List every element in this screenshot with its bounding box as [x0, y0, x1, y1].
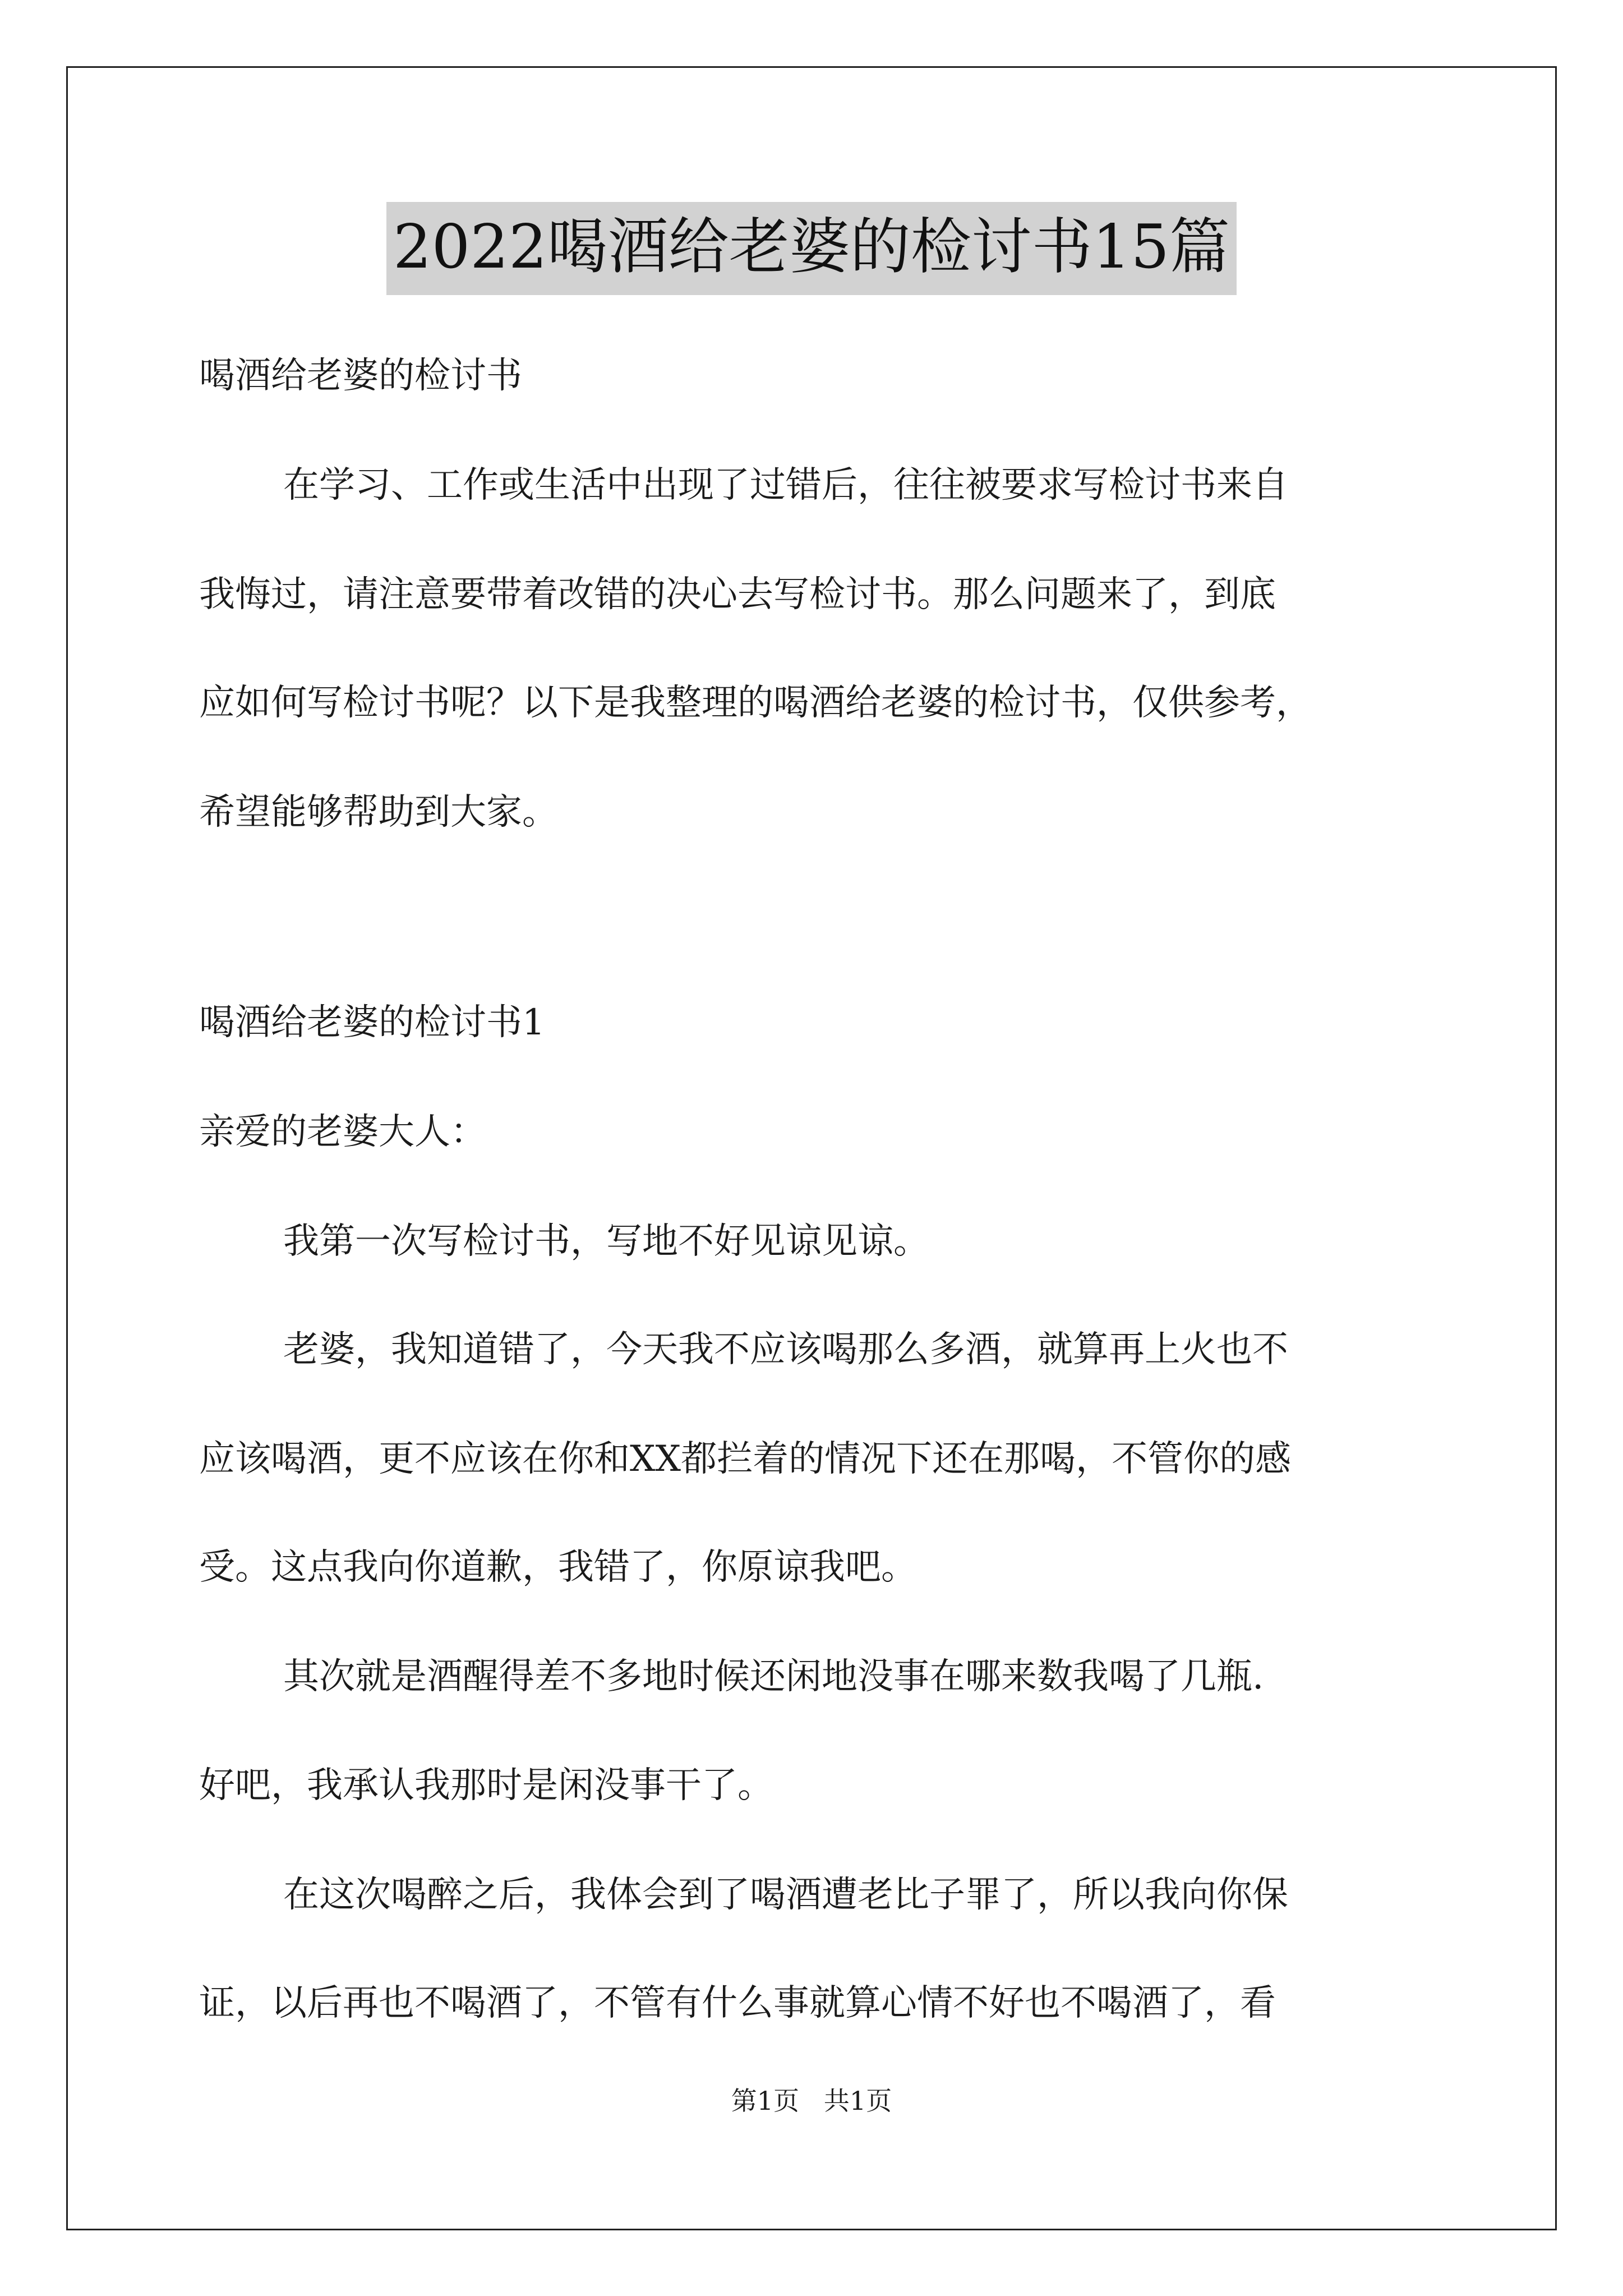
body-paragraph-line: 其次就是酒醒得差不多地时候还闲地没事在哪来数我喝了几瓶.	[283, 1656, 1264, 1697]
intro-paragraph-line: 应如何写检讨书呢？以下是我整理的喝酒给老婆的检讨书，仅供参考，	[199, 682, 1312, 724]
body-paragraph-line: 应该喝酒，更不应该在你和XX都拦着的情况下还在那喝，不管你的感	[199, 1438, 1292, 1480]
body-paragraph-line: 证，以后再也不喝酒了，不管有什么事就算心情不好也不喝酒了，看	[199, 1982, 1276, 2024]
page-number: 第1页 共1页	[731, 2086, 892, 2116]
intro-paragraph-line: 希望能够帮助到大家。	[199, 792, 558, 833]
section-heading: 喝酒给老婆的检讨书1	[199, 1002, 545, 1043]
body-paragraph-line: 我第一次写检讨书，写地不好见谅见谅。	[283, 1221, 929, 1262]
salutation-line: 亲爱的老婆大人：	[199, 1111, 486, 1153]
intro-paragraph-line: 在学习、工作或生活中出现了过错后，往往被要求写检讨书来自	[283, 464, 1288, 506]
section-heading: 喝酒给老婆的检讨书	[199, 355, 522, 397]
intro-paragraph-line: 我悔过，请注意要带着改错的决心去写检讨书。那么问题来了，到底	[199, 574, 1276, 615]
body-paragraph-line: 好吧，我承认我那时是闲没事干了。	[199, 1765, 773, 1806]
body-paragraph-line: 老婆，我知道错了，今天我不应该喝那么多酒，就算再上火也不	[283, 1329, 1288, 1370]
body-paragraph-line: 在这次喝醉之后，我体会到了喝酒遭老比子罪了，所以我向你保	[283, 1874, 1288, 1916]
body-paragraph-line: 受。这点我向你道歉，我错了，你原谅我吧。	[199, 1547, 917, 1588]
document-title: 2022喝酒给老婆的检讨书15篇	[386, 202, 1237, 295]
title-container	[0, 202, 1623, 295]
